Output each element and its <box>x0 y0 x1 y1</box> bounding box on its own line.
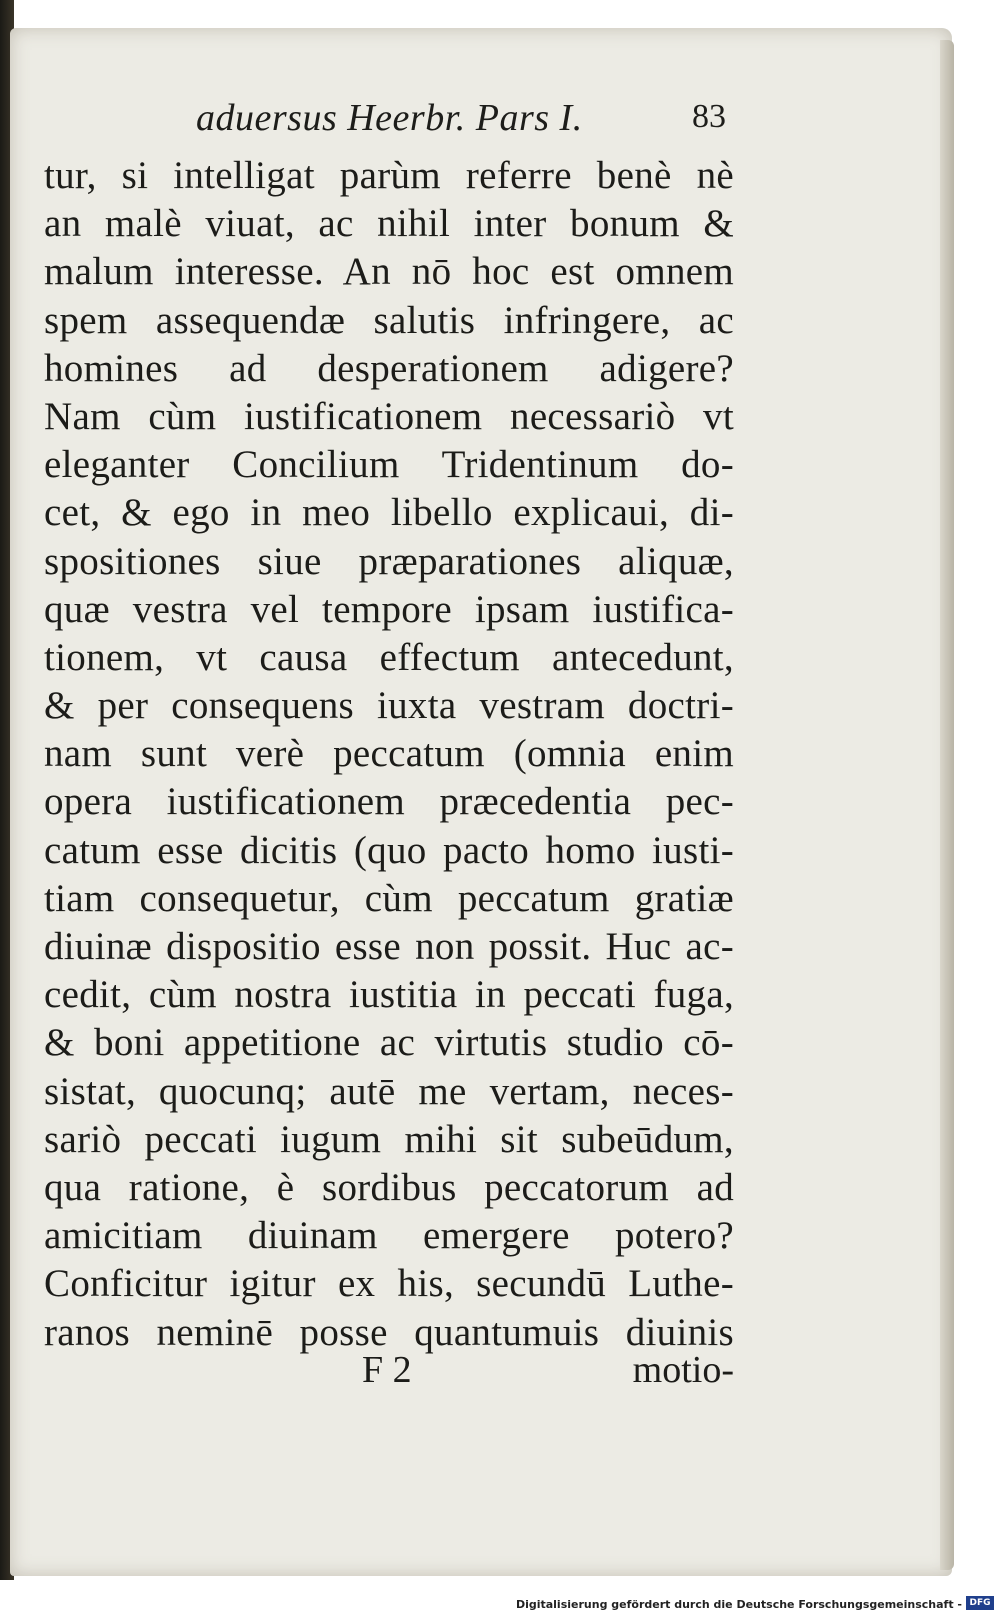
text-line: tionem, vt causa effectum antecedunt, <box>44 635 734 679</box>
funding-credit: Digitalisierung gefördert durch die Deutsche Forschungsgemeinschaft - <box>515 1598 962 1611</box>
text-line: cedit, cùm nostra iustitia in peccati fuga, <box>44 973 734 1017</box>
text-line: eleganter Concilium Tridentinum do- <box>44 443 734 487</box>
text-line: an malè viuat, ac nihil inter bonum & <box>44 202 734 246</box>
page-edge <box>940 40 954 1570</box>
text-line: malum interesse. An nō hoc est omnem <box>44 250 734 294</box>
page-footer <box>44 1348 734 1396</box>
text-line: & boni appetitione ac virtutis studio cō- <box>44 1021 734 1065</box>
credit-bar <box>0 1591 1000 1613</box>
text-line: sariò peccati iugum mihi sit subeūdum, <box>44 1117 734 1161</box>
signature-mark: F 2 <box>362 1349 412 1391</box>
page-header <box>196 94 726 142</box>
text-line: ranos neminē posse quantumuis diuinis <box>44 1310 734 1354</box>
text-line: spem assequendæ salutis infringere, ac <box>44 298 734 342</box>
body-text <box>44 152 734 1357</box>
text-line: tur, si intelligat parùm referre benè nè <box>44 154 734 197</box>
text-line: tiam consequetur, cùm peccatum gratiæ <box>44 876 734 920</box>
page-number: 83 <box>692 98 726 135</box>
text-line: Nam cùm iustificationem necessariò vt <box>44 394 734 438</box>
text-line: & per consequens iuxta vestram doctri- <box>44 684 734 728</box>
text-line: amicitiam diuinam emergere potero? <box>44 1214 734 1258</box>
text-line: cet, & ego in meo libello explicaui, di- <box>44 491 734 535</box>
text-line: qua ratione, è sordibus peccatorum ad <box>44 1165 734 1209</box>
text-line: opera iustificationem præcedentia pec- <box>44 780 734 824</box>
text-line: sistat, quocunq; autē me vertam, neces- <box>44 1069 734 1113</box>
text-line: Conficitur igitur ex his, secundū Luthe- <box>44 1262 734 1306</box>
text-line: spositiones siue præparationes aliquæ, <box>44 539 734 583</box>
text-line: catum esse dicitis (quo pacto homo iusti- <box>44 828 734 872</box>
text-line: homines ad desperationem adigere? <box>44 346 734 390</box>
dfg-logo-icon: DFG <box>966 1596 994 1610</box>
text-line: quæ vestra vel tempore ipsam iustifica- <box>44 587 734 631</box>
catchword: motio- <box>632 1349 734 1391</box>
text-line: diuinæ dispositio esse non possit. Huc ac- <box>44 925 734 968</box>
running-head: aduersus Heerbr. Pars I. <box>196 97 583 139</box>
text-line: nam sunt verè peccatum (omnia enim <box>44 732 734 776</box>
